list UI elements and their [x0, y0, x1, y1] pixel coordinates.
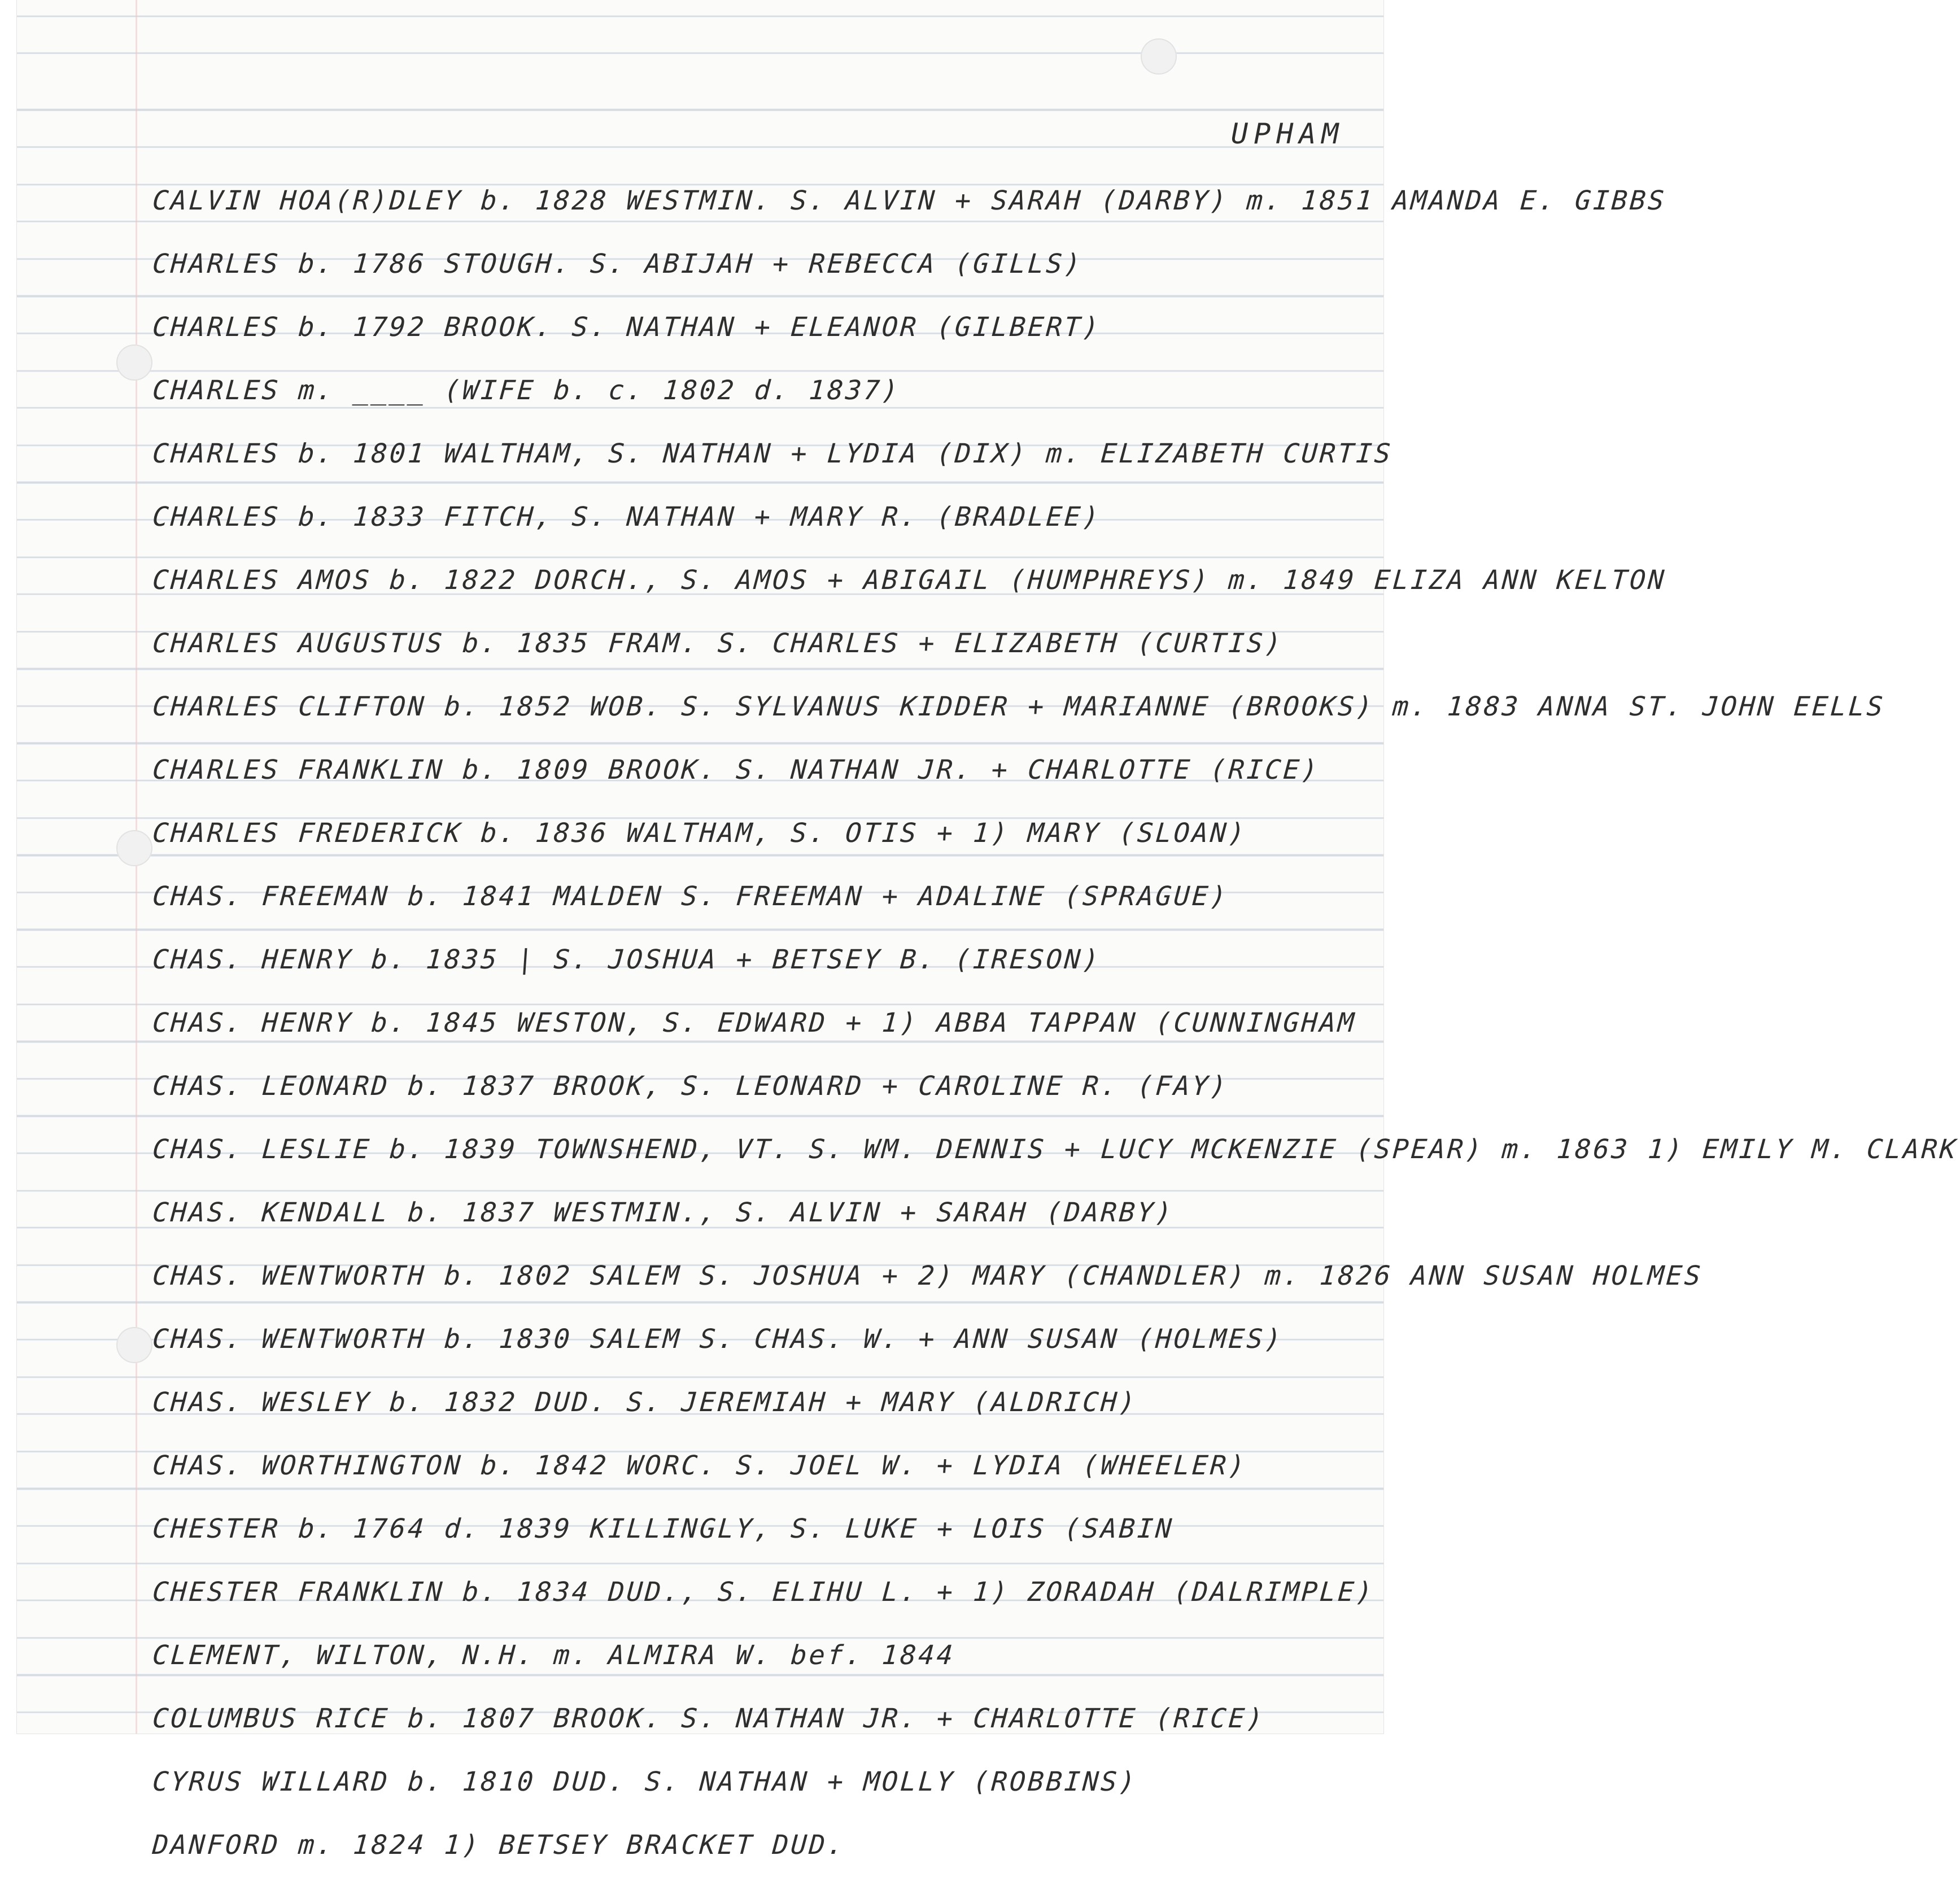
- list-item: [150, 296, 1386, 359]
- entry-text: CHARLES m. ____ (WIFE b. c. 1802 d. 1837): [151, 375, 902, 406]
- entry-text: CHAS. WENTWORTH b. 1802 SALEM S. JOSHUA + 2) MARY (CHANDLER) m. 1826 ANN SUSAN HOLMES: [151, 1260, 1704, 1291]
- entry-text: DANFORD m. 1824 1) BETSEY BRACKET DUD.: [151, 1830, 847, 1861]
- list-item: [150, 233, 1386, 296]
- list-item: [150, 802, 1386, 865]
- list-item: [150, 612, 1386, 675]
- notebook-page: [17, 0, 1959, 1861]
- list-item: [150, 359, 1386, 422]
- list-item: [150, 928, 1386, 992]
- punch-hole-top: [1141, 38, 1177, 75]
- punch-hole-upper: [116, 344, 152, 381]
- list-item: [150, 1118, 1959, 1181]
- entry-text: CHARLES b. 1833 FITCH, S. NATHAN + MARY R. (BRADLEE): [151, 501, 1102, 532]
- entry-text: CALVIN HOA(R)DLEY b. 1828 WESTMIN. S. ALVIN + SARAH (DARBY) m. 1851 AMANDA E. GIBBS: [151, 185, 1667, 216]
- entry-text: CHAS. WESLEY b. 1832 DUD. S. JEREMIAH + MARY (ALDRICH): [151, 1387, 1138, 1418]
- surname-header: UPHAM: [1231, 117, 1345, 150]
- list-item: [150, 1055, 1386, 1118]
- list-item: [150, 675, 1887, 739]
- list-item: [150, 549, 1667, 612]
- list-item: [150, 1687, 1386, 1751]
- entry-text: CHAS. WENTWORTH b. 1830 SALEM S. CHAS. W. + ANN SUSAN (HOLMES): [151, 1324, 1285, 1355]
- list-item: [150, 1245, 1704, 1308]
- entry-text: CHARLES CLIFTON b. 1852 WOB. S. SYLVANUS KIDDER + MARIANNE (BROOKS) m. 1883 ANNA ST. JOHN EELLS: [151, 691, 1887, 722]
- genealogy-entry-list: [151, 169, 1959, 1877]
- entry-text: CLEMENT, WILTON, N.H. m. ALMIRA W. bef. 1844: [151, 1640, 957, 1671]
- list-item: [150, 865, 1386, 928]
- entry-text: CHARLES AUGUSTUS b. 1835 FRAM. S. CHARLES + ELIZABETH (CURTIS): [151, 628, 1285, 659]
- list-item: [150, 1371, 1386, 1434]
- entry-text: CHARLES AMOS b. 1822 DORCH., S. AMOS + ABIGAIL (HUMPHREYS) m. 1849 ELIZA ANN KELTON: [151, 565, 1667, 596]
- entry-text: CHARLES b. 1801 WALTHAM, S. NATHAN + LYDIA (DIX) m. ELIZABETH CURTIS: [151, 438, 1394, 469]
- entry-text: CHAS. HENRY b. 1835 | S. JOSHUA + BETSEY B. (IRESON): [151, 944, 1102, 975]
- entry-text: CHESTER b. 1764 d. 1839 KILLINGLY, S. LUKE + LOIS (SABIN: [151, 1513, 1175, 1544]
- entry-text: CHAS. KENDALL b. 1837 WESTMIN., S. ALVIN + SARAH (DARBY): [151, 1197, 1175, 1228]
- entry-text: CHAS. FREEMAN b. 1841 MALDEN S. FREEMAN + ADALINE (SPRAGUE): [151, 881, 1230, 912]
- list-item: [150, 739, 1386, 802]
- entry-text: COLUMBUS RICE b. 1807 BROOK. S. NATHAN JR. + CHARLOTTE (RICE): [151, 1703, 1267, 1734]
- list-item: [150, 486, 1386, 549]
- entry-text: CHARLES FRANKLIN b. 1809 BROOK. S. NATHAN JR. + CHARLOTTE (RICE): [151, 754, 1321, 785]
- entry-text: CHAS. LESLIE b. 1839 TOWNSHEND, VT. S. WM. DENNIS + LUCY MCKENZIE (SPEAR) m. 1863 1) EMILY M. CLARK: [151, 1134, 1959, 1165]
- entry-text: CHAS. WORTHINGTON b. 1842 WORC. S. JOEL W. + LYDIA (WHEELER): [151, 1450, 1248, 1481]
- list-item: [150, 1498, 1386, 1561]
- punch-hole-lower: [116, 1327, 152, 1363]
- entry-text: CHARLES b. 1786 STOUGH. S. ABIJAH + REBECCA (GILLS): [151, 248, 1084, 280]
- entry-text: CYRUS WILLARD b. 1810 DUD. S. NATHAN + MOLLY (ROBBINS): [151, 1766, 1138, 1797]
- list-item: [150, 1434, 1386, 1498]
- entry-text: CHARLES FREDERICK b. 1836 WALTHAM, S. OTIS + 1) MARY (SLOAN): [151, 818, 1248, 849]
- list-item: [150, 1814, 1386, 1877]
- punch-hole-middle: [116, 830, 152, 866]
- list-item: [150, 1561, 1386, 1624]
- list-item: [150, 992, 1386, 1055]
- list-item: [150, 1624, 1386, 1687]
- entry-text: CHARLES b. 1792 BROOK. S. NATHAN + ELEANOR (GILBERT): [151, 312, 1102, 343]
- list-item: [150, 422, 1394, 486]
- list-item: [150, 1751, 1386, 1814]
- entry-text: CHAS. HENRY b. 1845 WESTON, S. EDWARD + 1) ABBA TAPPAN (CUNNINGHAM: [151, 1007, 1357, 1038]
- entry-text: CHAS. LEONARD b. 1837 BROOK, S. LEONARD + CAROLINE R. (FAY): [151, 1071, 1230, 1102]
- entry-text: CHESTER FRANKLIN b. 1834 DUD., S. ELIHU L. + 1) ZORADAH (DALRIMPLE): [151, 1577, 1376, 1608]
- margin-line: [136, 0, 137, 1734]
- list-item: [150, 1181, 1386, 1245]
- list-item: [150, 169, 1667, 233]
- list-item: [150, 1308, 1386, 1371]
